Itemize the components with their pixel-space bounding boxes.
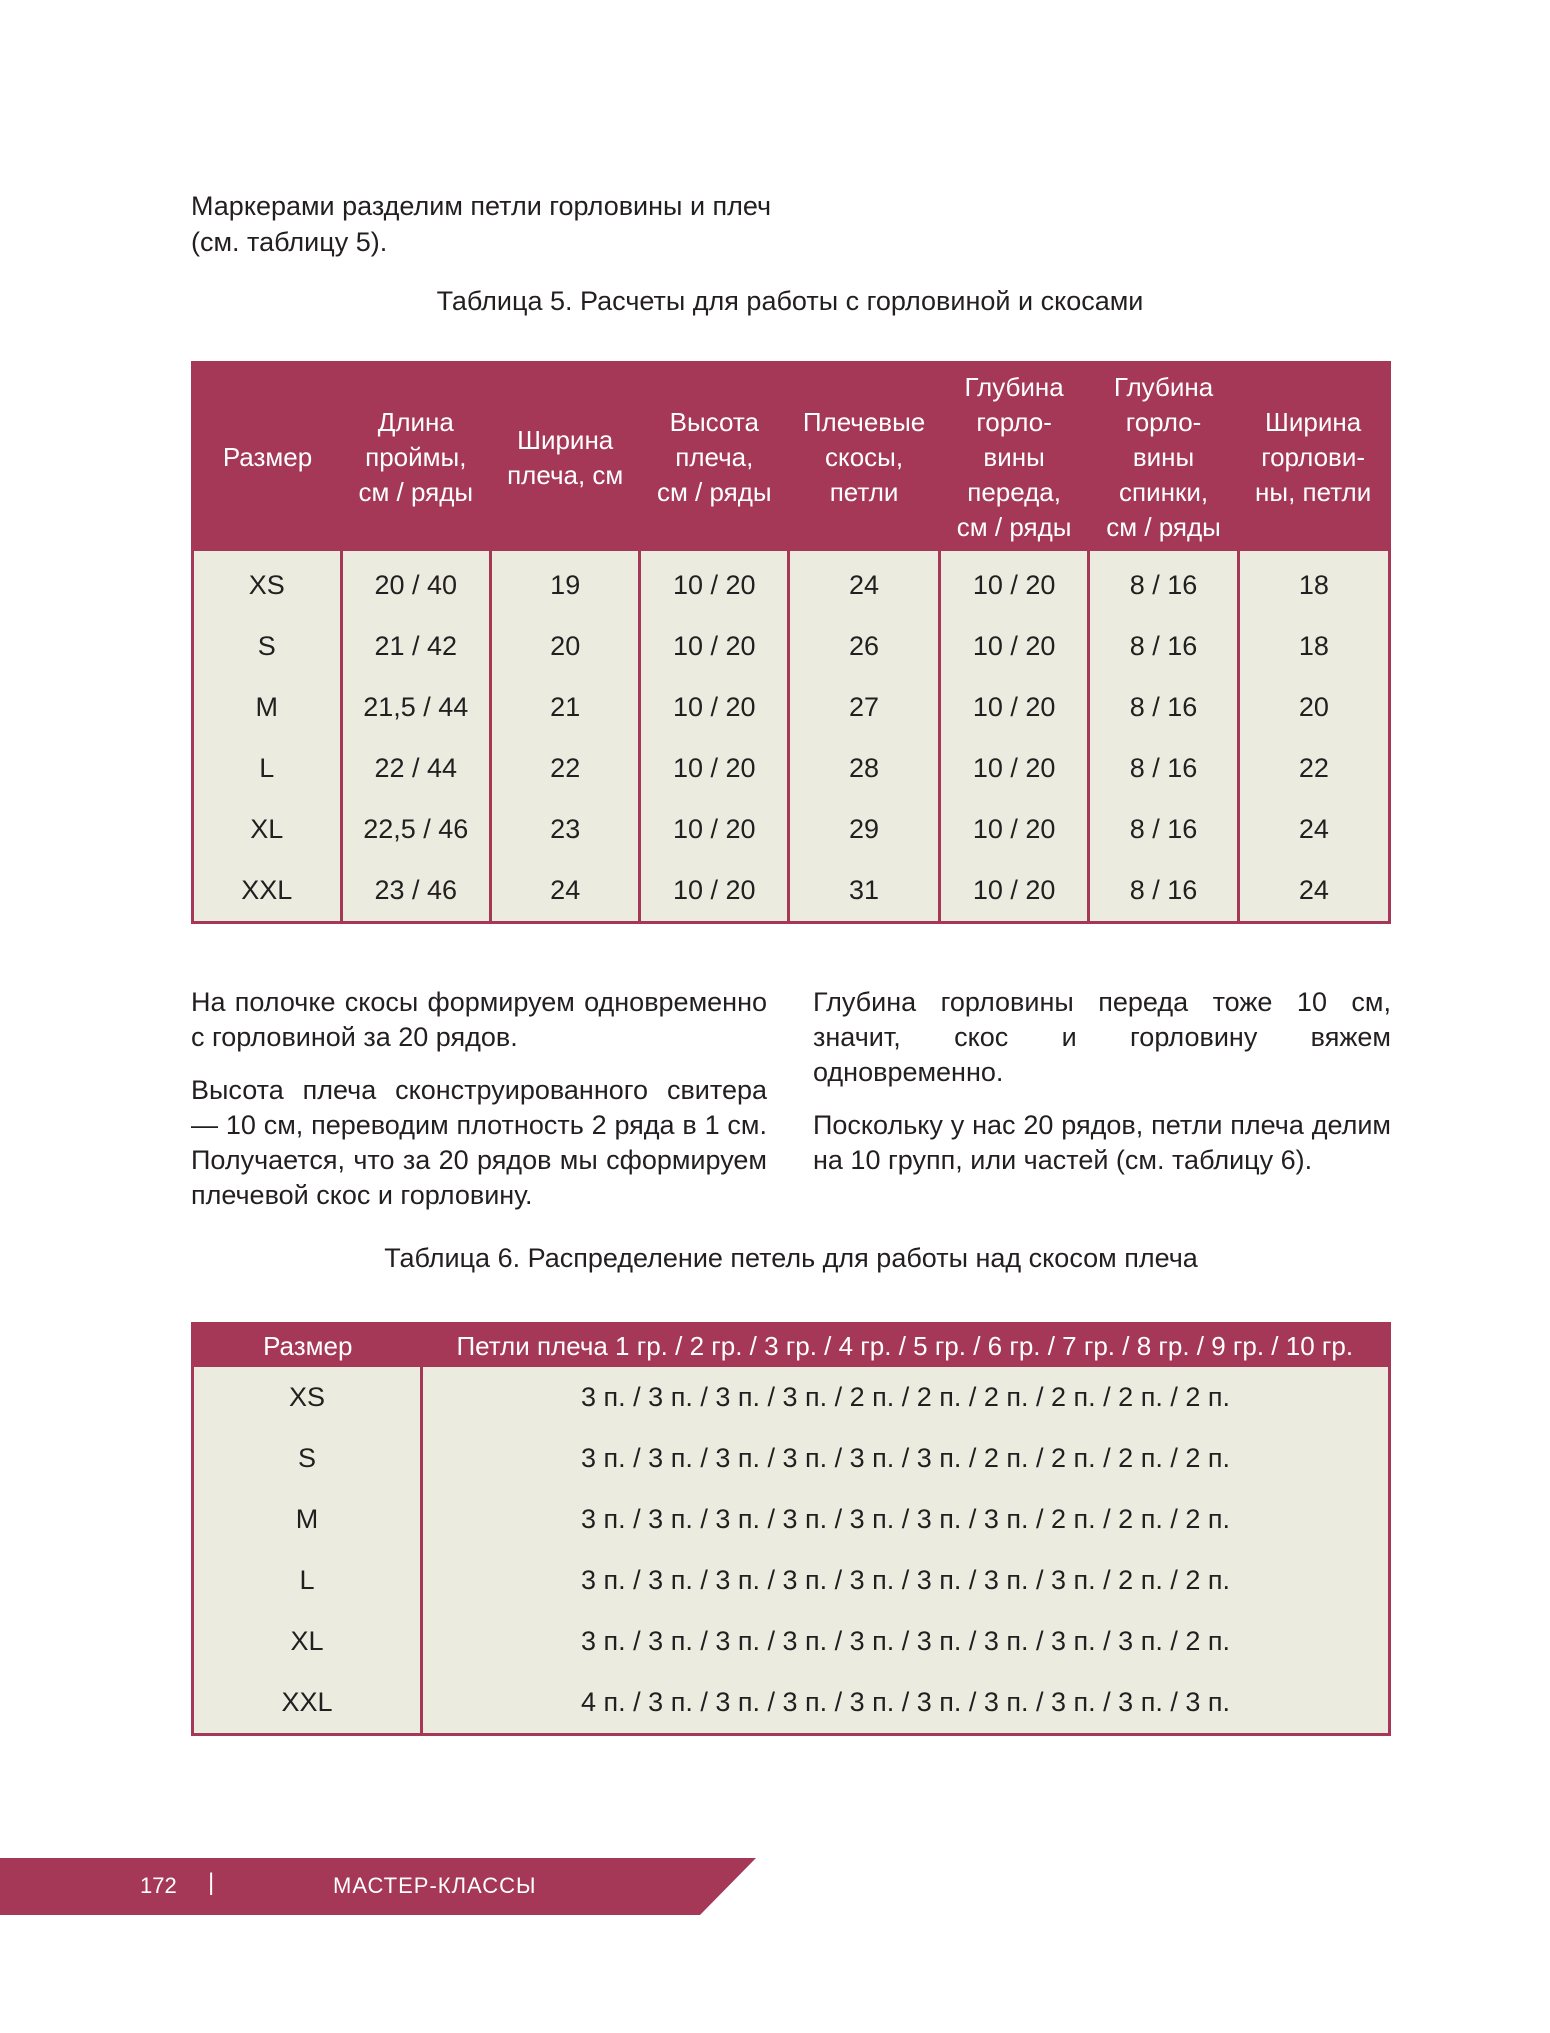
table-6-header-row	[193, 1324, 1390, 1368]
t5-header-line: петли	[829, 477, 899, 507]
table-cell: 20	[491, 616, 640, 677]
size-cell: XL	[193, 1611, 422, 1672]
groups-cell: 4 п. / 3 п. / 3 п. / 3 п. / 3 п. / 3 п. / 3 п. / 3 п. / 3 п. / 3 п.	[422, 1672, 1390, 1735]
table-cell: 10 / 20	[640, 677, 789, 738]
table-cell: 26	[789, 616, 940, 677]
table-row	[193, 860, 1390, 923]
t5-header-shoulder-slopes	[789, 363, 940, 552]
t5-header-line: см / ряды	[1106, 512, 1221, 542]
table-cell: 8 / 16	[1089, 551, 1238, 616]
left-column-text	[191, 985, 767, 1231]
table-cell: 10 / 20	[640, 616, 789, 677]
size-cell: S	[193, 1428, 422, 1489]
t5-header-line: спинки,	[1119, 477, 1209, 507]
table-cell: 10 / 20	[939, 551, 1088, 616]
table-5-caption: Таблица 5. Расчеты для работы с горловиной и скосами	[436, 286, 1144, 316]
t5-header-size	[193, 363, 342, 552]
t5-header-line: горло-	[976, 407, 1052, 437]
t5-header-line: Размер	[222, 442, 313, 472]
table-cell: 8 / 16	[1089, 677, 1238, 738]
table-6	[191, 1322, 1391, 1736]
table-5-header-row	[193, 363, 1390, 552]
t5-header-line: переда,	[967, 477, 1061, 507]
table-cell: 21 / 42	[341, 616, 491, 677]
size-cell: L	[193, 1550, 422, 1611]
groups-cell: 3 п. / 3 п. / 3 п. / 3 п. / 3 п. / 3 п. / 2 п. / 2 п. / 2 п. / 2 п.	[422, 1428, 1390, 1489]
table-row	[193, 738, 1390, 799]
table-cell: 10 / 20	[939, 616, 1088, 677]
page-number: 172	[140, 1873, 177, 1898]
size-cell: M	[193, 1489, 422, 1550]
table-cell: 24	[491, 860, 640, 923]
table-row	[193, 1367, 1390, 1428]
table-row	[193, 1489, 1390, 1550]
t5-header-front-neck-depth	[939, 363, 1088, 552]
table-cell: 10 / 20	[640, 860, 789, 923]
table-cell: 10 / 20	[640, 551, 789, 616]
footer-separator: |	[208, 1869, 215, 1896]
table-row	[193, 551, 1390, 616]
t6-header-groups: Петли плеча 1 гр. / 2 гр. / 3 гр. / 4 гр. / 5 гр. / 6 гр. / 7 гр. / 8 гр. / 9 гр. / 10 гр.	[422, 1324, 1390, 1368]
table-row	[193, 1428, 1390, 1489]
t5-header-line: вины	[1132, 442, 1195, 472]
table-row	[193, 677, 1390, 738]
size-cell: XXL	[193, 1672, 422, 1735]
table-cell: 22	[1238, 738, 1389, 799]
groups-cell: 3 п. / 3 п. / 3 п. / 3 п. / 3 п. / 3 п. / 3 п. / 3 п. / 3 п. / 2 п.	[422, 1611, 1390, 1672]
right-paragraph-1: Глубина горловины переда тоже 10 см, значит, скос и горловину вяжем одновременно.	[813, 987, 1391, 1087]
table-cell: 27	[789, 677, 940, 738]
table-cell: S	[193, 616, 342, 677]
intro-line-1: Маркерами разделим петли горловины и плеч	[191, 191, 772, 221]
t5-header-line: см / ряды	[656, 477, 772, 507]
table-cell: 22,5 / 46	[341, 799, 491, 860]
t6-header-size: Размер	[193, 1324, 422, 1368]
table-cell: 8 / 16	[1089, 616, 1238, 677]
table-cell: 21	[491, 677, 640, 738]
t5-header-line: Длина	[377, 407, 454, 437]
table-row	[193, 799, 1390, 860]
table-cell: 24	[789, 551, 940, 616]
right-column-text	[813, 985, 1391, 1196]
table-cell: 10 / 20	[939, 860, 1088, 923]
table-cell: 22 / 44	[341, 738, 491, 799]
size-cell: XS	[193, 1367, 422, 1428]
t5-header-line: Ширина	[517, 424, 614, 455]
t5-header-line: плеча, см	[507, 459, 624, 490]
t5-header-line: плеча,	[675, 442, 754, 472]
table-cell: 10 / 20	[640, 799, 789, 860]
table-cell: 24	[1238, 860, 1389, 923]
table-row	[193, 1550, 1390, 1611]
t5-header-line: ны, петли	[1255, 477, 1372, 507]
table-row	[193, 1611, 1390, 1672]
t5-header-line: Глубина	[1113, 372, 1214, 402]
table-cell: XL	[193, 799, 342, 860]
table-cell: 19	[491, 551, 640, 616]
t5-header-line: горлови-	[1261, 442, 1366, 472]
table-row	[193, 616, 1390, 677]
t5-header-line: вины	[983, 442, 1045, 472]
t5-header-line: Ширина	[1265, 407, 1362, 437]
table-cell: 28	[789, 738, 940, 799]
t5-header-shoulder-width	[491, 363, 640, 552]
t5-header-line: см / ряды	[956, 512, 1072, 542]
table-cell: 23 / 46	[341, 860, 491, 923]
table-cell: 18	[1238, 616, 1389, 677]
table-cell: 22	[491, 738, 640, 799]
intro-text	[191, 188, 891, 260]
table-cell: 29	[789, 799, 940, 860]
table-cell: 20 / 40	[341, 551, 491, 616]
table-cell: M	[193, 677, 342, 738]
table-cell: 8 / 16	[1089, 860, 1238, 923]
groups-cell: 3 п. / 3 п. / 3 п. / 3 п. / 2 п. / 2 п. / 2 п. / 2 п. / 2 п. / 2 п.	[422, 1367, 1390, 1428]
groups-cell: 3 п. / 3 п. / 3 п. / 3 п. / 3 п. / 3 п. / 3 п. / 3 п. / 2 п. / 2 п.	[422, 1550, 1390, 1611]
table-cell: 21,5 / 44	[341, 677, 491, 738]
table-cell: XS	[193, 551, 342, 616]
table-cell: 8 / 16	[1089, 799, 1238, 860]
left-paragraph-1: На полочке скосы формируем одновременно с горловиной за 20 рядов.	[191, 987, 767, 1052]
t5-header-line: Глубина	[964, 372, 1064, 402]
t5-header-back-neck-depth	[1089, 363, 1238, 552]
table-cell: L	[193, 738, 342, 799]
t5-header-line: см / ряды	[358, 477, 474, 507]
intro-line-2: (см. таблицу 5).	[191, 227, 388, 257]
table-cell: 10 / 20	[939, 677, 1088, 738]
table-5	[191, 361, 1391, 924]
left-paragraph-2: Высота плеча сконструированного свитера — 10 см, переводим плотность 2 ряда в 1 см. Получается, что за 20 рядов мы сформируем плечевой скос и горловину.	[191, 1075, 767, 1210]
table-cell: 18	[1238, 551, 1389, 616]
t5-header-armhole	[341, 363, 491, 552]
t5-header-line: проймы,	[365, 442, 467, 472]
t5-header-neck-width	[1238, 363, 1389, 552]
table-cell: 10 / 20	[939, 799, 1088, 860]
table-cell: XXL	[193, 860, 342, 923]
table-row	[193, 1672, 1390, 1735]
t5-header-line: горло-	[1125, 407, 1202, 437]
table-cell: 20	[1238, 677, 1389, 738]
section-title: МАСТЕР-КЛАССЫ	[333, 1873, 537, 1898]
table-cell: 24	[1238, 799, 1389, 860]
table-cell: 31	[789, 860, 940, 923]
t5-header-shoulder-height	[640, 363, 789, 552]
table-cell: 10 / 20	[640, 738, 789, 799]
right-paragraph-2: Поскольку у нас 20 рядов, петли плеча делим на 10 групп, или частей (см. таблицу 6).	[813, 1110, 1391, 1175]
table-cell: 10 / 20	[939, 738, 1088, 799]
t5-header-line: скосы,	[825, 442, 904, 472]
table-cell: 23	[491, 799, 640, 860]
groups-cell: 3 п. / 3 п. / 3 п. / 3 п. / 3 п. / 3 п. / 3 п. / 2 п. / 2 п. / 2 п.	[422, 1489, 1390, 1550]
table-6-caption: Таблица 6. Распределение петель для работы над скосом плеча	[384, 1243, 1198, 1273]
t5-header-line: Высота	[669, 407, 759, 437]
table-cell: 8 / 16	[1089, 738, 1238, 799]
t5-header-line: Плечевые	[802, 407, 926, 437]
